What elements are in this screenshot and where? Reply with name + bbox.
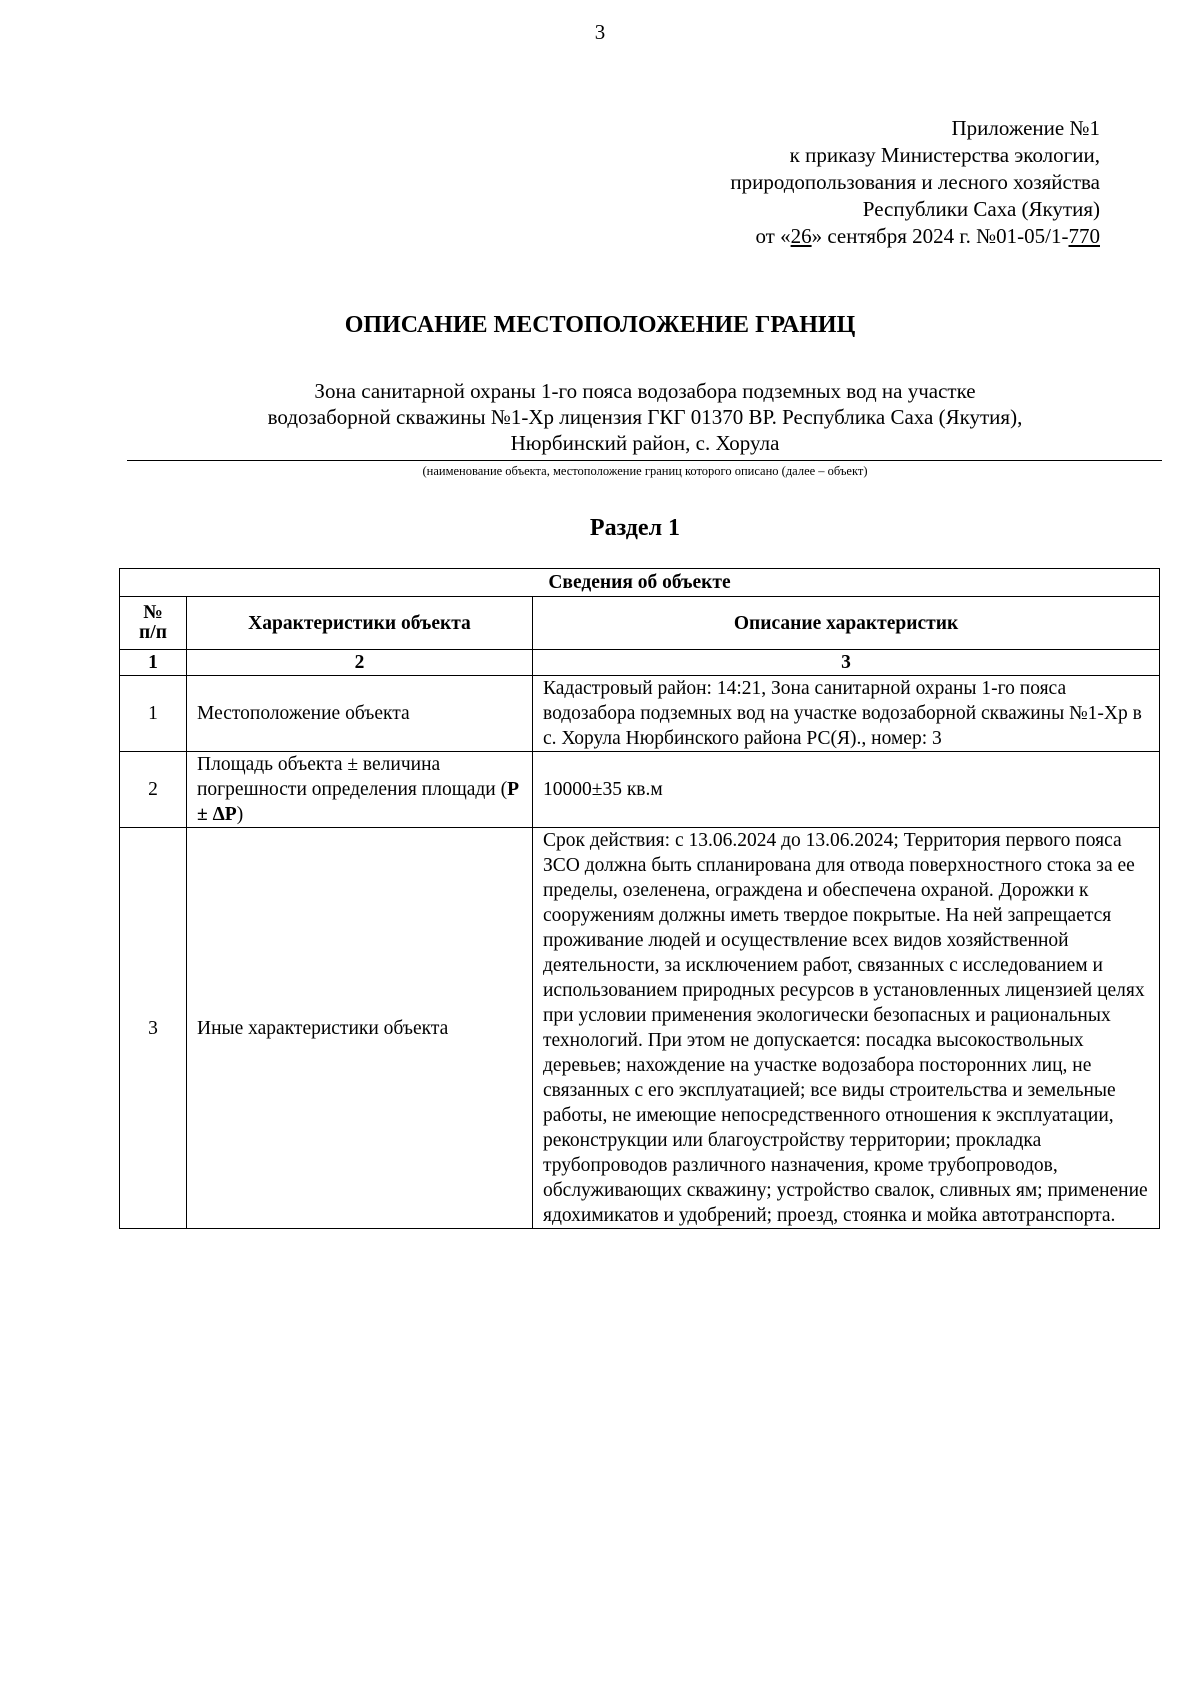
appendix-line-3: природопользования и лесного хозяйства — [730, 170, 1100, 194]
row-characteristic-text: Площадь объекта ± величина погрешности определения площади ( — [197, 754, 508, 800]
table-row — [120, 828, 1160, 1229]
page-number: 3 — [594, 20, 606, 44]
object-name-line-3: Нюрбинский район, с. Хорула — [510, 431, 780, 455]
column-index: 3 — [533, 650, 1160, 676]
header-num — [120, 597, 187, 650]
order-date-middle: » сентября 2024 г. №01-05/1- — [811, 224, 1069, 248]
order-date-prefix: от « — [755, 224, 791, 248]
header-num-line-2: п/п — [139, 622, 167, 643]
object-name-underline — [127, 460, 1162, 461]
header-description: Описание характеристик — [533, 597, 1160, 650]
header-num-line-1: № — [143, 602, 163, 623]
row-characteristic: Иные характеристики объекта — [187, 828, 533, 1229]
object-name-line-2: водозаборной скважины №1-Хр лицензия ГКГ 01370 ВР. Республика Саха (Якутия), — [267, 405, 1023, 429]
row-description: Кадастровый район: 14:21, Зона санитарной охраны 1-го пояса водозабора подземных вод на участке водозаборной скважины №1-Хр в с. Хорула Нюрбинского района РС(Я)., номер: 3 — [533, 676, 1160, 752]
row-description: 10000±35 кв.м — [533, 752, 1160, 828]
row-characteristic — [187, 752, 533, 828]
column-index-row — [120, 650, 1160, 676]
object-name-caption: (наименование объекта, местоположение границ которого описано (далее – объект) — [422, 464, 868, 478]
header-characteristics: Характеристики объекта — [187, 597, 533, 650]
appendix-order-line — [540, 223, 1100, 250]
row-description: Срок действия: с 13.06.2024 до 13.06.2024; Территория первого пояса ЗСО должна быть спланирована для отвода поверхностного стока за ее пределы, озеленена, ограждена и обеспечена охраной. Дорожки к сооружениям должны иметь твердое покрытые. На ней запрещается проживание людей и осуществление всех видов хозяйственной деятельности, за исключением работ, связанных с исследованием и использованием природных ресурсов в установленных лицензией целях при условии применения экологически безопасных и рациональных технологий. При этом не допускается: посадка высокоствольных деревьев; нахождение на участке водозабора посторонних лиц, не связанных с его эксплуатацией; все виды строительства и земельные работы, не имеющие непосредственного отношения к эксплуатации, реконструкции или благоустройству территории; прокладка трубопроводов различного назначения, кроме трубопроводов, обслуживающих скважину; устройство свалок, сливных ям; применение ядохимикатов и удобрений; проезд, стоянка и мойка автотранспорта. — [533, 828, 1160, 1229]
appendix-block — [540, 115, 1100, 250]
object-name-block — [120, 378, 1170, 456]
row-characteristic: Местоположение объекта — [187, 676, 533, 752]
appendix-line-4: Республики Саха (Якутия) — [862, 197, 1100, 221]
column-index: 2 — [187, 650, 533, 676]
object-info-table — [119, 568, 1160, 1229]
section-title: Раздел 1 — [589, 515, 681, 541]
row-number: 3 — [120, 828, 187, 1229]
table-header-row — [120, 597, 1160, 650]
area-formula: P ± ΔP — [197, 779, 518, 825]
order-number: 770 — [1068, 224, 1100, 248]
row-number: 1 — [120, 676, 187, 752]
appendix-line-2: к приказу Министерства экологии, — [789, 143, 1100, 167]
document-title: ОПИСАНИЕ МЕСТОПОЛОЖЕНИЕ ГРАНИЦ — [344, 312, 856, 338]
appendix-line-1: Приложение №1 — [951, 116, 1100, 140]
table-caption: Сведения об объекте — [120, 569, 1160, 597]
table-row — [120, 676, 1160, 752]
row-characteristic-close: ) — [236, 804, 244, 825]
row-number: 2 — [120, 752, 187, 828]
column-index: 1 — [120, 650, 187, 676]
order-date-day: 26 — [790, 224, 812, 248]
object-name-line-1: Зона санитарной охраны 1-го пояса водозабора подземных вод на участке — [314, 379, 976, 403]
table-row — [120, 752, 1160, 828]
table-caption-row — [120, 569, 1160, 597]
